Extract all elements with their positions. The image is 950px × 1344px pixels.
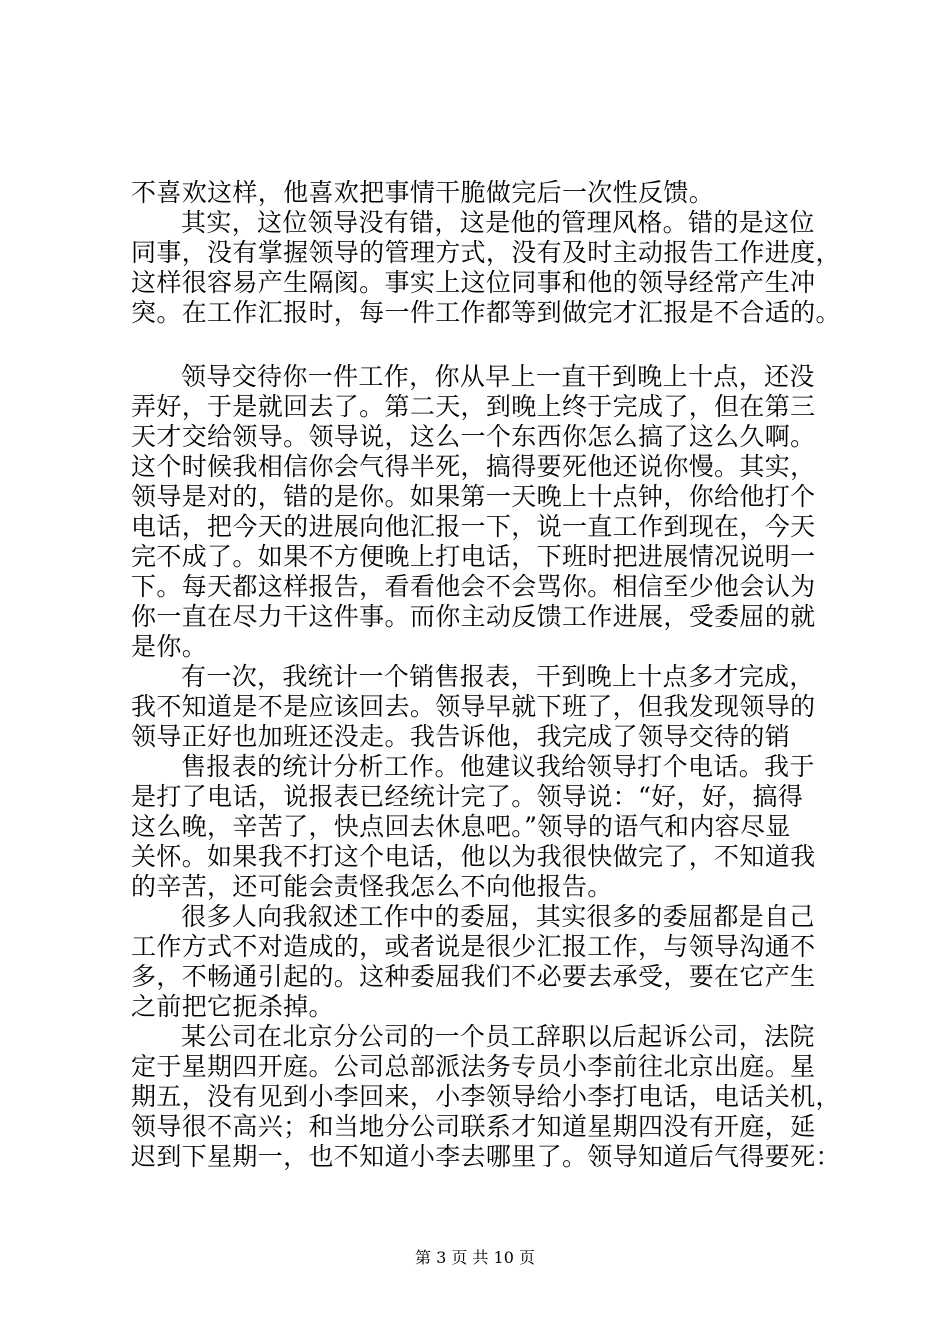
text-line: 工作方式不对造成的，或者说是很少汇报工作，与领导沟通不 <box>131 932 816 961</box>
text-line: 我不知道是不是应该回去。领导早就下班了，但我发现领导的 <box>131 692 816 721</box>
text-line: 这样很容易产生隔阂。事实上这位同事和他的领导经常产生冲 <box>131 268 816 297</box>
text-line: 弄好，于是就回去了。第二天，到晚上终于完成了，但在第三 <box>131 392 816 421</box>
text-line: 领导正好也加班还没走。我告诉他，我完成了领导交待的销 <box>131 722 791 751</box>
text-line: 突。在工作汇报时，每一件工作都等到做完才汇报是不合适的。 <box>131 298 841 327</box>
text-line: 天才交给领导。领导说，这么一个东西你怎么搞了这么久啊。 <box>131 422 816 451</box>
text-line: 是打了电话，说报表已经统计完了。领导说：“好，好，搞得 <box>131 782 804 811</box>
text-line: 完不成了。如果不方便晚上打电话，下班时把进展情况说明一 <box>131 542 816 571</box>
text-line: 迟到下星期一，也不知道小李去哪里了。领导知道后气得要死： <box>131 1142 841 1171</box>
text-line: 领导很不高兴；和当地分公司联系才知道星期四没有开庭，延 <box>131 1112 816 1141</box>
text-line: 这个时候我相信你会气得半死，搞得要死他还说你慢。其实， <box>131 452 816 481</box>
text-line: 关怀。如果我不打这个电话，他以为我很快做完了，不知道我 <box>131 842 816 871</box>
text-line: 电话，把今天的进展向他汇报一下，说一直工作到现在，今天 <box>131 512 816 541</box>
text-line: 的辛苦，还可能会责怪我怎么不向他报告。 <box>131 872 613 901</box>
text-line: 定于星期四开庭。公司总部派法务专员小李前往北京出庭。星 <box>131 1052 816 1081</box>
paragraph-start-line: 有一次，我统计一个销售报表，干到晚上十点多才完成， <box>181 662 815 691</box>
paragraph-start-line: 售报表的统计分析工作。他建议我给领导打个电话。我于 <box>181 752 815 781</box>
text-line: 下。每天都这样报告，看看他会不会骂你。相信至少他会认为 <box>131 572 816 601</box>
paragraph-start-line: 某公司在北京分公司的一个员工辞职以后起诉公司，法院 <box>181 1022 815 1051</box>
text-line: 领导是对的，错的是你。如果第一天晚上十点钟，你给他打个 <box>131 482 816 511</box>
paragraph-start-line: 很多人向我叙述工作中的委屈，其实很多的委屈都是自己 <box>181 902 815 931</box>
text-line: 多，不畅通引起的。这种委屈我们不必要去承受，要在它产生 <box>131 962 816 991</box>
paragraph-start-line: 领导交待你一件工作，你从早上一直干到晚上十点，还没 <box>181 362 815 391</box>
page-number-footer: 第 3 页 共 10 页 <box>415 1248 535 1267</box>
text-line: 你一直在尽力干这件事。而你主动反馈工作进展，受委屈的就 <box>131 602 816 631</box>
text-line: 之前把它扼杀掉。 <box>131 992 334 1021</box>
paragraph-start-line: 其实，这位领导没有错，这是他的管理风格。错的是这位 <box>181 208 815 237</box>
text-line: 期五，没有见到小李回来，小李领导给小李打电话，电话关机， <box>131 1082 841 1111</box>
text-line: 是你。 <box>131 632 208 661</box>
text-line: 这么晚，辛苦了，快点回去休息吧。”领导的语气和内容尽显 <box>131 812 791 841</box>
text-line: 不喜欢这样，他喜欢把事情干脆做完后一次性反馈。 <box>131 178 715 207</box>
text-line: 同事，没有掌握领导的管理方式，没有及时主动报告工作进度， <box>131 238 841 267</box>
